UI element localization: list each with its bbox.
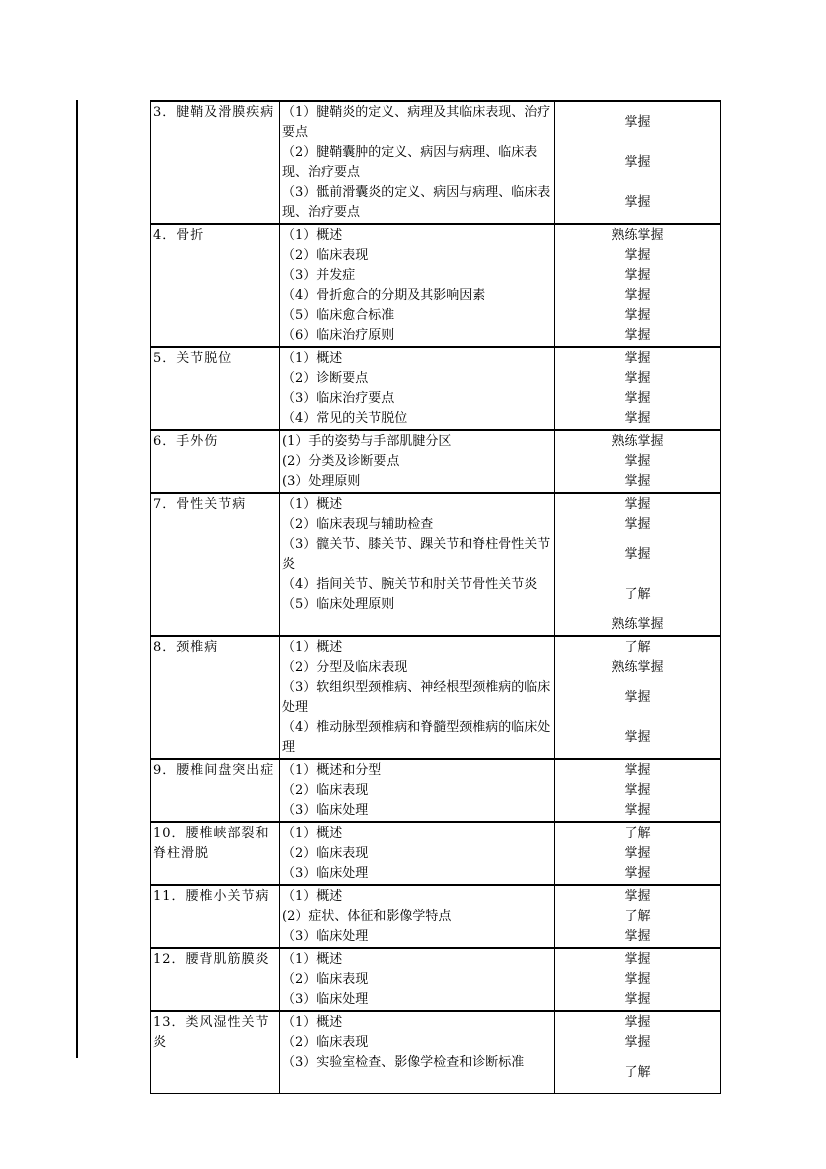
content-item: （3）临床处理 [282,929,369,944]
requirement-level: 掌握 [624,952,651,967]
content-item: （4）指间关节、腕关节和肘关节骨性关节炎 [282,577,538,592]
content-item: （2）临床表现与辅助检查 [282,517,434,532]
content-item: (3）处理原则 [282,474,361,489]
topic-cell [151,224,280,347]
topic-cell [151,948,280,1011]
content-item: （2）临床表现 [282,783,369,798]
table-row [151,430,721,493]
requirement-level: 掌握 [624,115,651,130]
requirement-level: 掌握 [624,889,651,904]
content-cell [280,493,555,636]
requirement-level: 掌握 [624,195,651,210]
requirement-level: 掌握 [624,783,651,798]
content-item: （5）临床愈合标准 [282,308,395,323]
content-item: （2）诊断要点 [282,371,369,386]
content-item: （3）骶前滑囊炎的定义、病因与病理、临床表现、治疗要点 [282,185,551,220]
requirement-cell [555,493,721,636]
topic-title: 3．腱鞘及滑膜疾病 [153,105,275,120]
table-row [151,347,721,430]
requirement-level: 了解 [624,826,651,841]
topic-cell [151,885,280,948]
requirement-cell [555,347,721,430]
requirement-level: 掌握 [624,690,651,705]
requirement-level: 掌握 [624,248,651,263]
topic-cell [151,347,280,430]
content-item: （1）概述 [282,497,343,512]
content-item: （1）概述 [282,889,343,904]
requirement-level: 掌握 [624,391,651,406]
requirement-level: 掌握 [624,730,651,745]
requirement-cell [555,759,721,822]
table-row [151,948,721,1011]
requirement-cell [555,885,721,948]
content-item: （3）软组织型颈椎病、神经根型颈椎病的临床处理 [282,680,551,715]
content-cell [280,822,555,885]
requirement-cell [555,224,721,347]
topic-title: 13．类风湿性关节炎 [153,1015,270,1050]
requirement-level: 掌握 [624,517,651,532]
content-cell [280,636,555,759]
content-item: （3）临床处理 [282,992,369,1007]
content-item: （1）概述 [282,640,343,655]
requirement-level: 熟练掌握 [611,617,664,632]
content-item: (2）症状、体征和影像学特点 [282,909,452,924]
table-row [151,822,721,885]
content-item: （3）髋关节、膝关节、踝关节和脊柱骨性关节炎 [282,537,551,572]
content-item: （5）临床处理原则 [282,597,395,612]
table-row [151,1011,721,1094]
content-cell [280,885,555,948]
content-cell [280,759,555,822]
content-item: (1）手的姿势与手部肌腱分区 [282,434,452,449]
content-item: （2）腱鞘囊肿的定义、病因与病理、临床表现、治疗要点 [282,145,538,180]
topic-title: 4．骨折 [153,228,205,243]
requirement-level: 掌握 [624,411,651,426]
topic-title: 6．手外伤 [153,434,219,449]
requirement-cell [555,822,721,885]
requirement-level: 掌握 [624,454,651,469]
requirement-level: 了解 [624,909,651,924]
content-item: （4）骨折愈合的分期及其影响因素 [282,288,486,303]
content-item: （1）概述和分型 [282,763,382,778]
content-cell [280,101,555,224]
content-item: (2）分类及诊断要点 [282,454,400,469]
page-left-rule [76,100,78,1058]
requirement-cell [555,430,721,493]
requirement-level: 了解 [624,640,651,655]
content-item: （2）临床表现 [282,248,369,263]
topic-title: 8．颈椎病 [153,640,219,655]
table-row [151,885,721,948]
content-item: （1）概述 [282,952,343,967]
topic-cell [151,636,280,759]
requirement-level: 掌握 [624,972,651,987]
requirement-cell [555,1011,721,1094]
topic-cell [151,759,280,822]
content-item: （1）概述 [282,1015,343,1030]
requirement-cell [555,636,721,759]
content-item: （3）实验室检查、影像学检查和诊断标准 [282,1055,525,1070]
content-item: （2）分型及临床表现 [282,660,408,675]
requirement-level: 熟练掌握 [611,434,664,449]
topic-title: 9．腰椎间盘突出症 [153,763,275,778]
content-item: （1）腱鞘炎的定义、病理及其临床表现、治疗要点 [282,105,551,140]
content-cell [280,1011,555,1094]
content-item: （6）临床治疗原则 [282,328,395,343]
requirement-level: 掌握 [624,155,651,170]
requirement-level: 掌握 [624,288,651,303]
topic-cell [151,1011,280,1094]
requirement-level: 掌握 [624,846,651,861]
content-cell [280,948,555,1011]
requirement-level: 熟练掌握 [611,660,664,675]
topic-cell [151,101,280,224]
topic-title: 5．关节脱位 [153,351,233,366]
requirement-cell [555,101,721,224]
requirement-level: 掌握 [624,1015,651,1030]
requirement-level: 掌握 [624,866,651,881]
table-row [151,636,721,759]
requirement-level: 掌握 [624,474,651,489]
requirement-level: 掌握 [624,308,651,323]
topic-title: 11．腰椎小关节病 [153,889,270,904]
content-item: （3）临床处理 [282,803,369,818]
topic-cell [151,822,280,885]
table-row [151,493,721,636]
content-item: （1）概述 [282,826,343,841]
table-row [151,759,721,822]
requirement-level: 掌握 [624,371,651,386]
topic-cell [151,493,280,636]
topic-title: 12．腰背肌筋膜炎 [153,952,270,967]
table-row [151,224,721,347]
content-cell [280,430,555,493]
content-item: （2）临床表现 [282,1035,369,1050]
requirement-level: 掌握 [624,763,651,778]
requirement-level: 掌握 [624,929,651,944]
content-item: （3）并发症 [282,268,356,283]
requirement-level: 掌握 [624,992,651,1007]
content-item: （3）临床治疗要点 [282,391,395,406]
requirement-level: 掌握 [624,351,651,366]
requirement-level: 掌握 [624,803,651,818]
requirement-level: 掌握 [624,1035,651,1050]
requirement-level: 掌握 [624,547,651,562]
content-cell [280,224,555,347]
syllabus-table [150,100,721,1094]
content-item: （3）临床处理 [282,866,369,881]
requirement-level: 了解 [624,587,651,602]
content-item: （1）概述 [282,228,343,243]
requirement-level: 熟练掌握 [611,228,664,243]
requirement-level: 掌握 [624,497,651,512]
topic-title: 7．骨性关节病 [153,497,247,512]
content-item: （2）临床表现 [282,846,369,861]
requirement-level: 了解 [624,1065,651,1080]
content-item: （2）临床表现 [282,972,369,987]
content-cell [280,347,555,430]
content-item: （4）常见的关节脱位 [282,411,408,426]
requirement-cell [555,948,721,1011]
content-item: （1）概述 [282,351,343,366]
syllabus-body [151,101,721,1094]
requirement-level: 掌握 [624,268,651,283]
topic-title: 10．腰椎峡部裂和脊柱滑脱 [153,826,270,861]
topic-cell [151,430,280,493]
table-row [151,101,721,224]
requirement-level: 掌握 [624,328,651,343]
content-item: （4）椎动脉型颈椎病和脊髓型颈椎病的临床处理 [282,720,551,755]
